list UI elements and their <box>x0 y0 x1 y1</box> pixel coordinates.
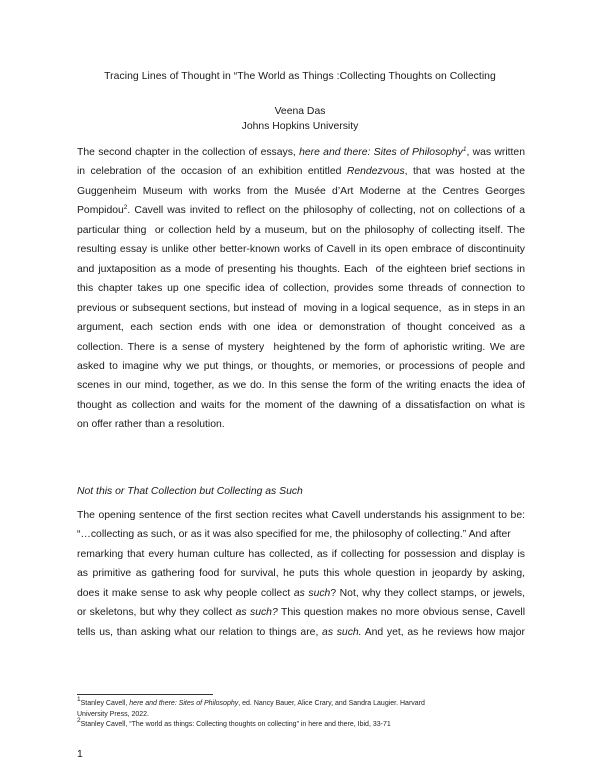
text-line: Guggenheim Museum with works from the Musée d’Art Moderne at the Centres Georges <box>77 185 525 197</box>
text-line: or skeletons, but why they collect as such? This question makes no more obvious sense, Cavell <box>77 607 525 619</box>
paragraph-1 <box>77 143 525 435</box>
footnote-divider <box>77 694 213 695</box>
text-line: does it make sense to ask why people collect as such? Not, why they collect stamps, or jewels, <box>77 587 526 599</box>
paragraph-2 <box>77 506 525 642</box>
footnote-2: $^2$Stanley Cavell, “The world as things: Collecting thoughts on collecting” in here and there, Ibid, 33-71 <box>77 717 391 729</box>
text-line: on offer rather than a resolution. <box>77 419 225 431</box>
paper-title: Tracing Lines of Thought in “The World as Things :Collecting Thoughts on Collecting <box>104 71 496 82</box>
text-line: tells us, than asking what our relation to things are, as such. And yet, as he reviews how major <box>77 626 526 638</box>
text-line: The opening sentence of the first section recites what Cavell understands his assignment to be: <box>77 510 525 521</box>
text-line: asked to imagine why we put things, or thoughts, or memories, or processions of people and <box>77 360 525 372</box>
page-number: 1 <box>77 749 83 760</box>
text-line: previous or subsequent sections, but instead of moving in a logical sequence, as in steps in an <box>77 302 525 314</box>
text-line: Pompidou$^2$. Cavell was invited to reflect on the philosophy of collecting, not on collections of a <box>77 204 525 217</box>
text-line: argument, each section ends with one idea or demonstration of thought conceived as a <box>77 322 525 334</box>
text-line: as primitive as gathering food for survival, he puts this whole question in jeopardy by asking, <box>77 568 525 580</box>
section-heading: Not this or That Collection but Collecting as Such <box>77 486 303 497</box>
author-block <box>0 104 600 134</box>
footnote-1: $^1$Stanley Cavell, here and there: Sites of Philosophy, ed. Nancy Bauer, Alice Crary, and Sandra Laugier. Harvard <box>77 696 425 707</box>
text-line: and juxtaposition as a mode of presenting his thoughts. Each of the eighteen brief sections in <box>77 263 525 275</box>
text-line: resulting essay is unlike other better-known works of Cavell in its open embrace of discontinuity <box>77 244 525 256</box>
footnote-1-continued: University Press, 2022. <box>77 710 149 718</box>
footnotes <box>77 696 525 731</box>
text-line: particular thing or collection held by a museum, but on the philosophy of collecting itself. The <box>77 224 525 236</box>
text-line: collection. There is a sense of mystery heightened by the form of aphoristic writing. We are <box>77 341 525 353</box>
text-line: remarking that every human culture has collected, as if collecting for possession and display is <box>77 548 525 560</box>
text-line: scenes in our mind, together, as we do. In this sense the form of the writing enacts the idea of <box>77 380 525 392</box>
text-line: this chapter takes up one specific idea of collection, provides some threads of connection to <box>77 283 525 295</box>
author-name: Veena Das <box>274 106 326 117</box>
text-line: in celebration of the occasion of an exhibition entitled Rendezvous, that was hosted at the <box>77 166 525 178</box>
text-line: The second chapter in the collection of essays, here and there: Sites of Philosophy$^1$, was written <box>77 146 525 158</box>
text-line: “…collecting as such, or as it was also specified for me, the philosophy of collecting.” And after <box>77 529 511 541</box>
author-affiliation: Johns Hopkins University <box>241 121 359 132</box>
text-line: thought as collection and waits for the moment of the dawning of a dissatisfaction on what is <box>77 399 525 411</box>
